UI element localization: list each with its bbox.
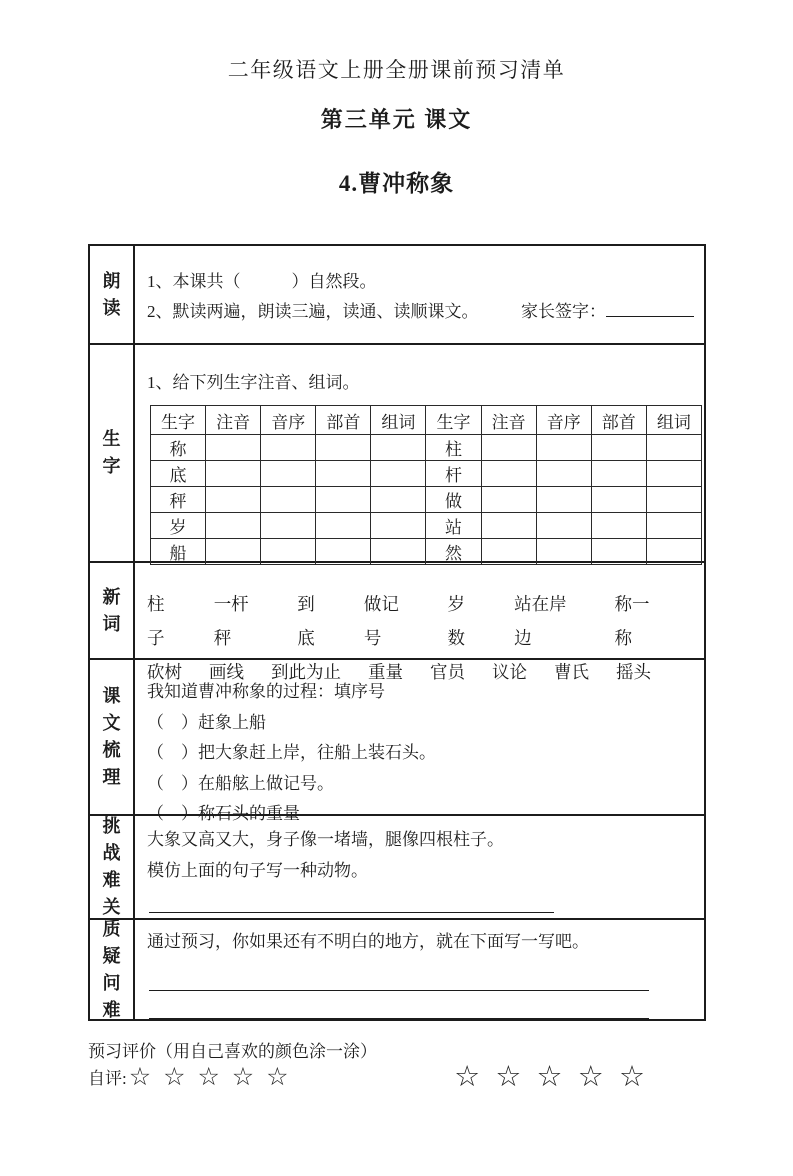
- parent-signature: [521, 297, 694, 327]
- character-table-row: [151, 487, 702, 513]
- table-cell-empty: [316, 513, 371, 539]
- langdu-content: [135, 246, 704, 343]
- table-cell-empty: [316, 539, 371, 565]
- shengzi-content: [135, 345, 708, 561]
- col-header: 注音: [481, 406, 536, 435]
- row-label-langdu: [90, 246, 135, 343]
- row-label-xinci: [90, 563, 135, 658]
- table-cell-empty: [591, 513, 646, 539]
- character-cell: 做: [426, 487, 481, 513]
- character-cell: 杆: [426, 461, 481, 487]
- xinci-content: [135, 563, 704, 682]
- word: 画线: [209, 662, 244, 682]
- table-cell-empty: [206, 487, 261, 513]
- col-header: 部首: [316, 406, 371, 435]
- table-cell-empty: [481, 513, 536, 539]
- worksheet-table: [88, 244, 706, 1021]
- section-row-shengzi: [90, 343, 704, 561]
- character-cell: 柱: [426, 435, 481, 461]
- secondary-rating-stars: ☆ ☆ ☆ ☆ ☆: [454, 1059, 648, 1093]
- row-label-text: 质疑问难: [102, 918, 121, 1020]
- character-table-row: [151, 461, 702, 487]
- row-label-shengzi: [90, 345, 135, 561]
- evaluation-row: [88, 1059, 706, 1093]
- col-header: 组词: [371, 406, 426, 435]
- character-cell: 底: [151, 461, 206, 487]
- unit-title: 第三单元 课文: [320, 107, 473, 132]
- table-cell-empty: [316, 435, 371, 461]
- table-cell-empty: [646, 435, 701, 461]
- word: 站在岸边: [514, 594, 567, 648]
- langdu-item-2: 2、默读两遍，朗读三遍，读通、读顺课文。: [147, 302, 479, 321]
- table-cell-empty: [261, 435, 316, 461]
- table-cell-empty: [481, 539, 536, 565]
- shuli-item: （ ）称石头的重量: [147, 804, 300, 823]
- section-row-zhiyi: [90, 918, 704, 1019]
- character-cell: 船: [151, 539, 206, 565]
- word: 曹氏: [554, 662, 589, 682]
- shuli-item: （ ）在船舷上做记号。: [147, 773, 334, 793]
- character-cell: 秤: [151, 487, 206, 513]
- tiaozhan-answer-blank: [149, 912, 554, 913]
- parent-signature-label: 家长签字：: [521, 302, 606, 321]
- word-list-line-1: [147, 587, 698, 655]
- character-table-row: [151, 539, 702, 565]
- row-label-tiaozhan: [90, 816, 135, 918]
- table-cell-empty: [261, 539, 316, 565]
- table-cell-empty: [261, 461, 316, 487]
- table-cell-empty: [371, 513, 426, 539]
- evaluation-note: 预习评价（用自己喜欢的颜色涂一涂）: [88, 1042, 377, 1061]
- col-header: 组词: [646, 406, 701, 435]
- table-cell-empty: [591, 539, 646, 565]
- row-label-text: 朗读: [102, 270, 121, 318]
- table-cell-empty: [536, 461, 591, 487]
- tiaozhan-instruction: 模仿上面的句子写一种动物。: [147, 861, 368, 880]
- section-row-xinci: [90, 561, 704, 682]
- character-cell: 岁: [151, 513, 206, 539]
- lesson-title: 4.曹冲称象: [338, 171, 455, 196]
- table-cell-empty: [646, 539, 701, 565]
- table-cell-empty: [371, 461, 426, 487]
- section-row-shuli: [90, 658, 704, 823]
- shuli-content: [135, 660, 704, 823]
- shuli-item: （ ）把大象赶上岸，往船上装石头。: [147, 743, 436, 762]
- table-cell-empty: [646, 487, 701, 513]
- word: 岁数: [447, 594, 465, 648]
- character-cell: 站: [426, 513, 481, 539]
- row-label-shuli: [90, 660, 135, 814]
- character-cell: 称: [151, 435, 206, 461]
- word: 砍树: [147, 662, 182, 682]
- self-evaluation-label: 自评:: [88, 1068, 127, 1088]
- table-cell-empty: [206, 461, 261, 487]
- parent-signature-blank: [606, 300, 694, 317]
- table-cell-empty: [481, 487, 536, 513]
- word: 到此为止: [271, 662, 341, 682]
- character-table-row: [151, 513, 702, 539]
- table-cell-empty: [316, 487, 371, 513]
- tiaozhan-content: [135, 816, 704, 918]
- table-cell-empty: [591, 461, 646, 487]
- word: 一杆秤: [213, 594, 249, 648]
- word: 摇头: [616, 662, 651, 682]
- col-header: 音序: [261, 406, 316, 435]
- row-label-zhiyi: [90, 920, 135, 1019]
- word: 称一称: [614, 594, 650, 648]
- word: 到底: [297, 594, 315, 648]
- section-row-langdu: [90, 246, 704, 343]
- zhiyi-content: [135, 920, 704, 1019]
- table-cell-empty: [371, 435, 426, 461]
- word: 议论: [492, 662, 527, 682]
- worksheet-page: [0, 54, 793, 1176]
- table-cell-empty: [206, 539, 261, 565]
- character-cell: 然: [426, 539, 481, 565]
- table-cell-empty: [206, 513, 261, 539]
- langdu-line-2: [147, 297, 698, 327]
- self-rating-stars: ☆ ☆ ☆ ☆ ☆: [128, 1061, 291, 1091]
- table-cell-empty: [646, 513, 701, 539]
- character-table-row: [151, 435, 702, 461]
- document-title: 二年级语文上册全册课前预习清单: [227, 58, 566, 82]
- table-cell-empty: [206, 435, 261, 461]
- character-table: [150, 405, 702, 565]
- row-label-text: 课文梳理: [102, 686, 121, 787]
- zhiyi-prompt: 通过预习，你如果还有不明白的地方，就在下面写一写吧。: [147, 932, 589, 951]
- table-cell-empty: [371, 539, 426, 565]
- col-header: 生字: [151, 406, 206, 435]
- table-cell-empty: [261, 513, 316, 539]
- table-cell-empty: [646, 461, 701, 487]
- langdu-item-1: 1、本课共（ ）自然段。: [147, 272, 377, 291]
- section-row-tiaozhan: [90, 814, 704, 918]
- tiaozhan-example-sentence: 大象又高又大，身子像一堵墙，腿像四根柱子。: [147, 830, 504, 849]
- word: 做记号: [363, 594, 399, 648]
- word: 官员: [430, 662, 465, 682]
- table-cell-empty: [536, 539, 591, 565]
- shengzi-instruction: 1、给下列生字注音、组词。: [147, 373, 360, 392]
- table-cell-empty: [591, 487, 646, 513]
- table-cell-empty: [536, 487, 591, 513]
- table-cell-empty: [481, 461, 536, 487]
- table-cell-empty: [481, 435, 536, 461]
- word: 重量: [368, 662, 403, 682]
- col-header: 音序: [536, 406, 591, 435]
- table-cell-empty: [261, 487, 316, 513]
- row-label-text: 挑战难关: [102, 816, 121, 917]
- zhiyi-answer-blank-1: [149, 990, 649, 991]
- word: 柱子: [147, 594, 165, 648]
- table-cell-empty: [536, 435, 591, 461]
- row-label-text: 新词: [102, 586, 121, 634]
- table-cell-empty: [316, 461, 371, 487]
- col-header: 部首: [591, 406, 646, 435]
- col-header: 注音: [206, 406, 261, 435]
- zhiyi-answer-blank-2: [149, 1018, 649, 1019]
- table-cell-empty: [536, 513, 591, 539]
- col-header: 生字: [426, 406, 481, 435]
- table-cell-empty: [591, 435, 646, 461]
- shuli-intro: 我知道曹冲称象的过程：填序号: [147, 682, 385, 701]
- shuli-item: （ ）赶象上船: [147, 712, 266, 732]
- table-cell-empty: [371, 487, 426, 513]
- character-table-header-row: [151, 406, 702, 435]
- row-label-text: 生字: [102, 429, 121, 476]
